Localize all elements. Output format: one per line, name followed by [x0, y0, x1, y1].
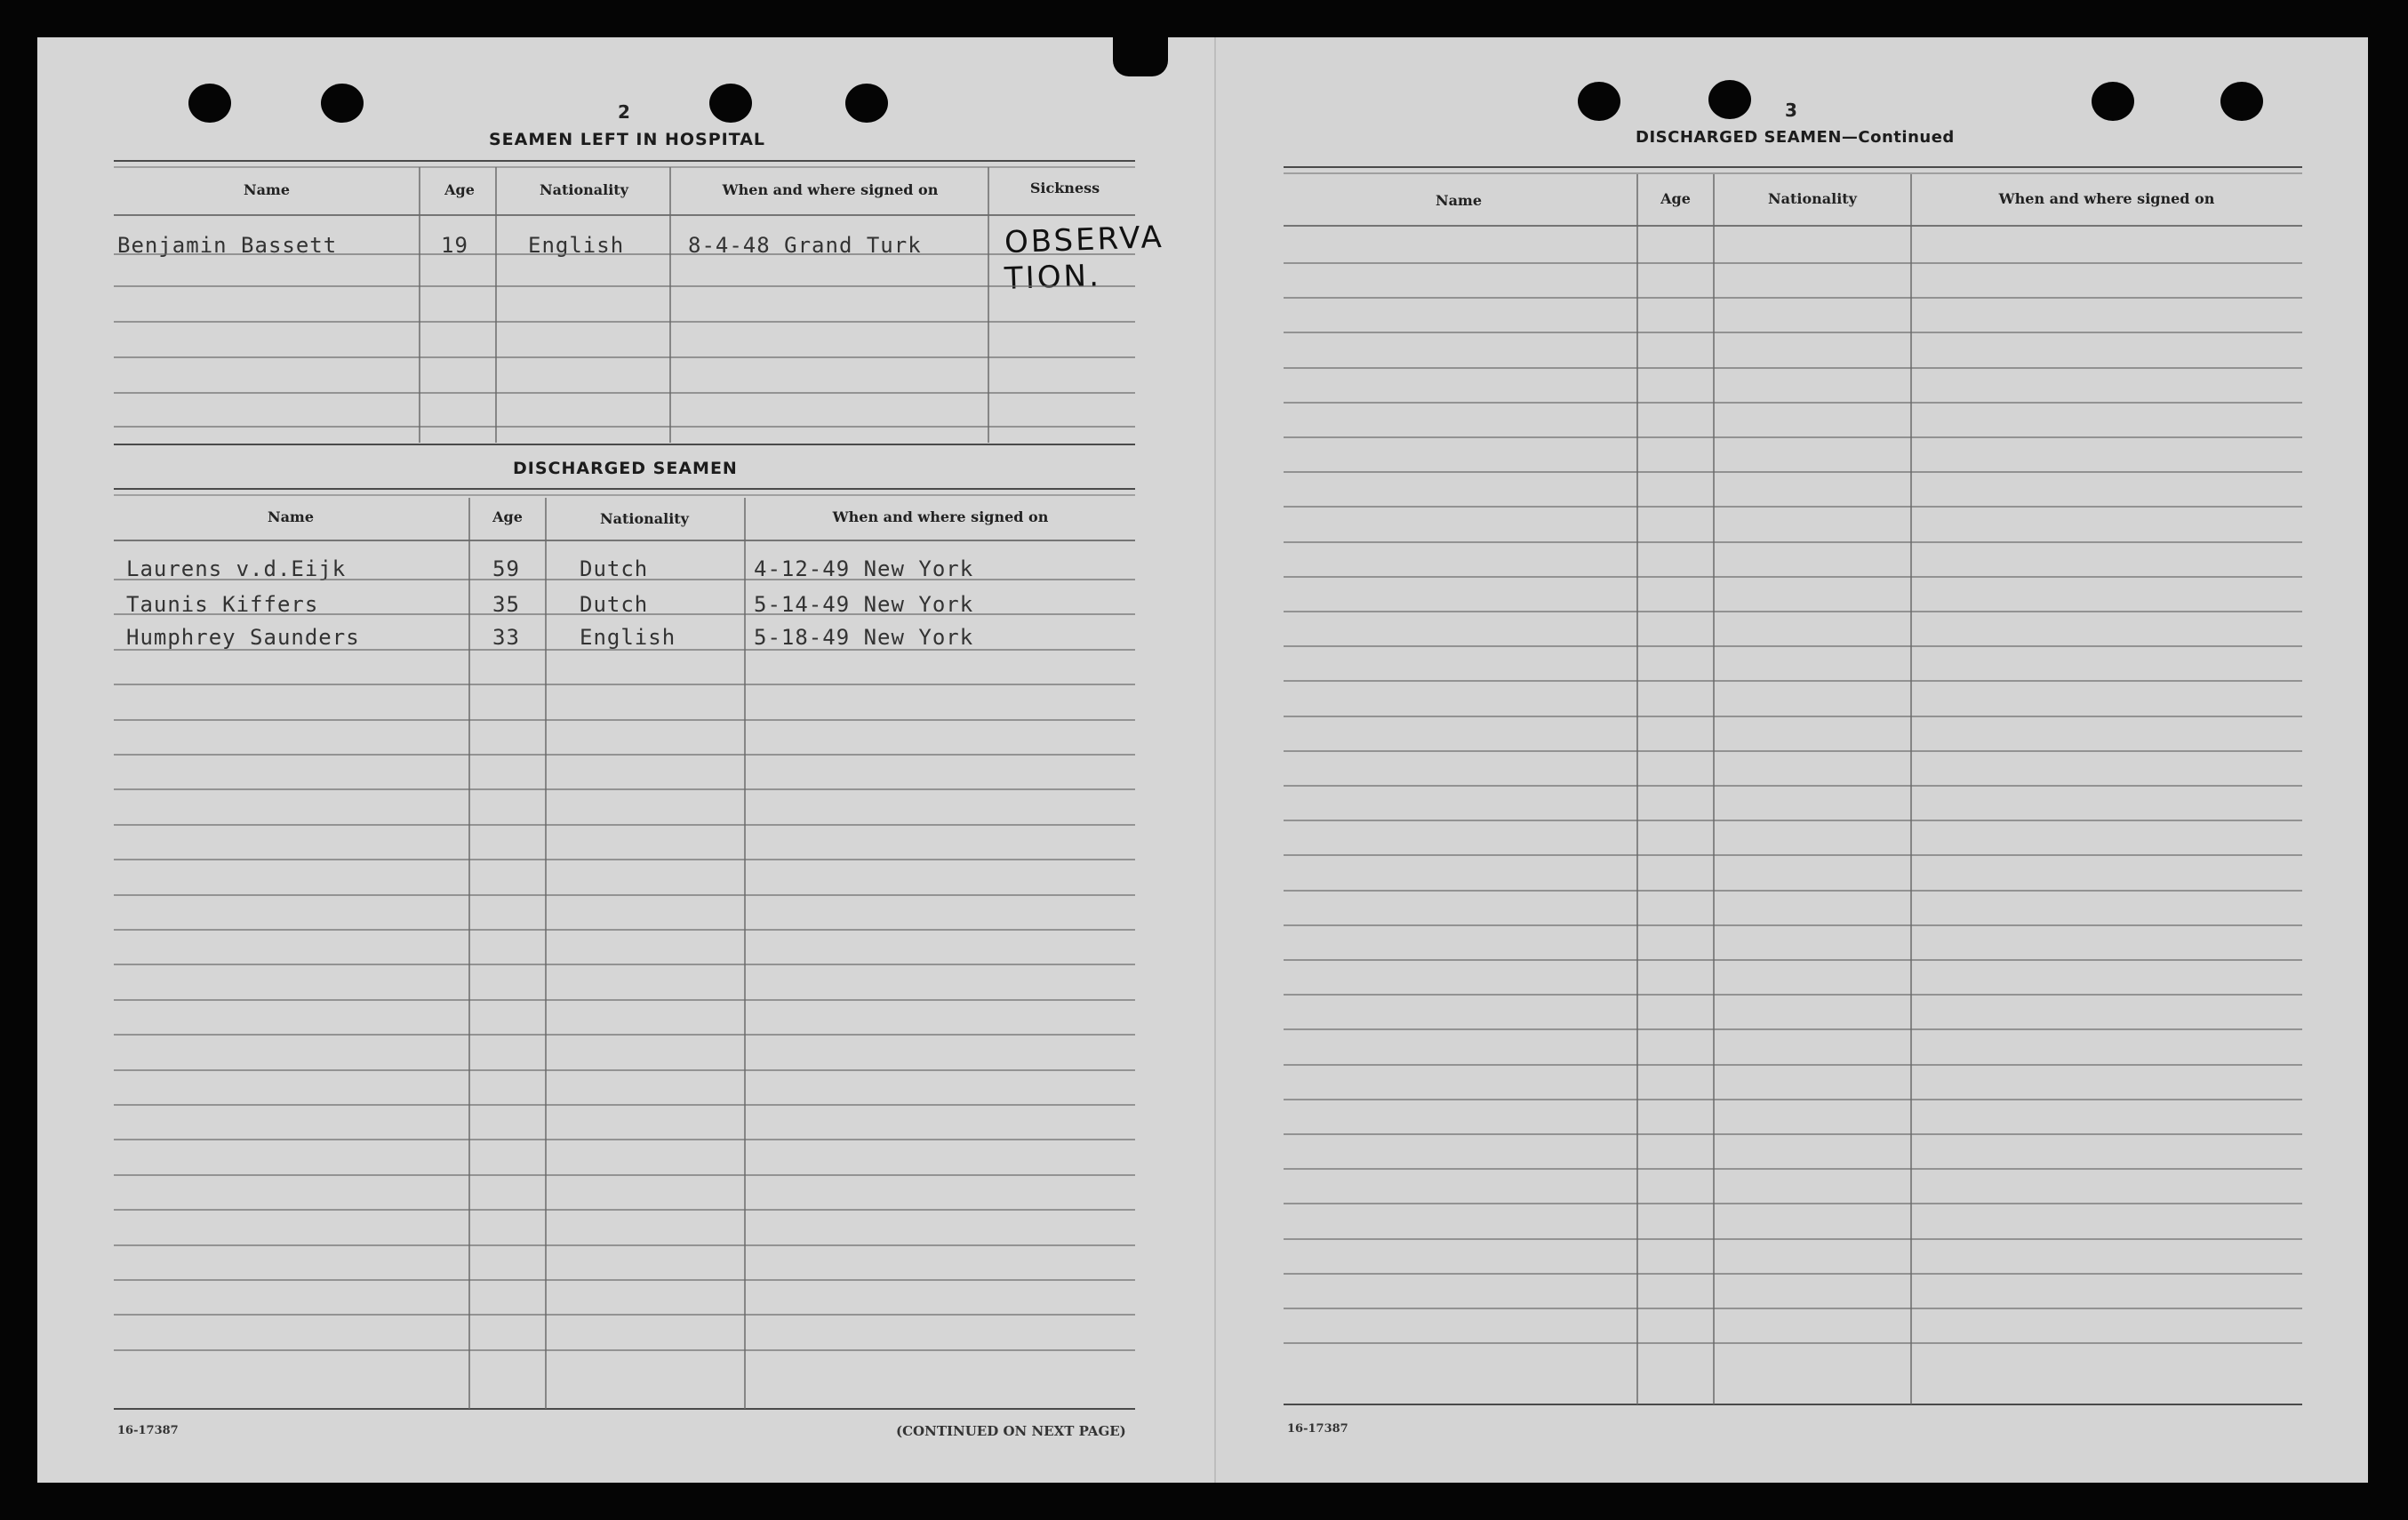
form-number: 16-17387	[1287, 1422, 1348, 1436]
right-col-signed-on: When and where signed on	[1998, 190, 2215, 207]
hospital-row-nationality: English	[528, 233, 625, 258]
right-col-name: Name	[1435, 192, 1483, 209]
discharged-row-age: 33	[492, 625, 520, 650]
discharged-row-signed-on: 5-14-49 New York	[754, 592, 974, 617]
discharged-section-title: DISCHARGED SEAMEN	[513, 459, 738, 478]
discharged-row-name: Humphrey Saunders	[126, 625, 360, 650]
discharged-row-signed-on: 5-18-49 New York	[754, 625, 974, 650]
page-number: 2	[618, 101, 630, 123]
discharged-col-age: Age	[492, 508, 523, 525]
right-col-nationality: Nationality	[1768, 190, 1857, 207]
hospital-col-nationality: Nationality	[540, 181, 628, 198]
hospital-row-name: Benjamin Bassett	[117, 233, 338, 258]
discharged-row-name: Laurens v.d.Eijk	[126, 556, 347, 581]
discharged-continued-title: DISCHARGED SEAMEN—Continued	[1636, 128, 1955, 147]
discharged-row-signed-on: 4-12-49 New York	[754, 556, 974, 581]
right-col-age: Age	[1660, 190, 1691, 207]
discharged-col-nationality: Nationality	[600, 510, 689, 527]
hospital-col-age: Age	[444, 181, 475, 198]
hospital-row-sickness-line1: OBSERVA	[1004, 219, 1165, 261]
hospital-col-signed-on: When and where signed on	[722, 181, 939, 198]
discharged-col-name: Name	[267, 508, 315, 525]
hospital-row-age: 19	[441, 233, 468, 258]
form-number: 16-17387	[117, 1424, 179, 1437]
discharged-row-name: Taunis Kiffers	[126, 592, 319, 617]
hospital-col-name: Name	[243, 181, 291, 198]
discharged-row-age: 59	[492, 556, 520, 581]
discharged-row-nationality: Dutch	[580, 592, 649, 617]
hospital-col-sickness: Sickness	[1029, 180, 1100, 196]
hospital-section-title: SEAMEN LEFT IN HOSPITAL	[489, 130, 766, 149]
discharged-row-age: 35	[492, 592, 520, 617]
discharged-col-signed-on: When and where signed on	[832, 508, 1049, 525]
hospital-row-sickness-line2: TION.	[1004, 258, 1102, 297]
discharged-row-nationality: Dutch	[580, 556, 649, 581]
continued-note: (CONTINUED ON NEXT PAGE)	[896, 1423, 1126, 1439]
page-number: 3	[1785, 100, 1797, 121]
discharged-row-nationality: English	[580, 625, 676, 650]
hospital-row-signed-on: 8-4-48 Grand Turk	[688, 233, 922, 258]
